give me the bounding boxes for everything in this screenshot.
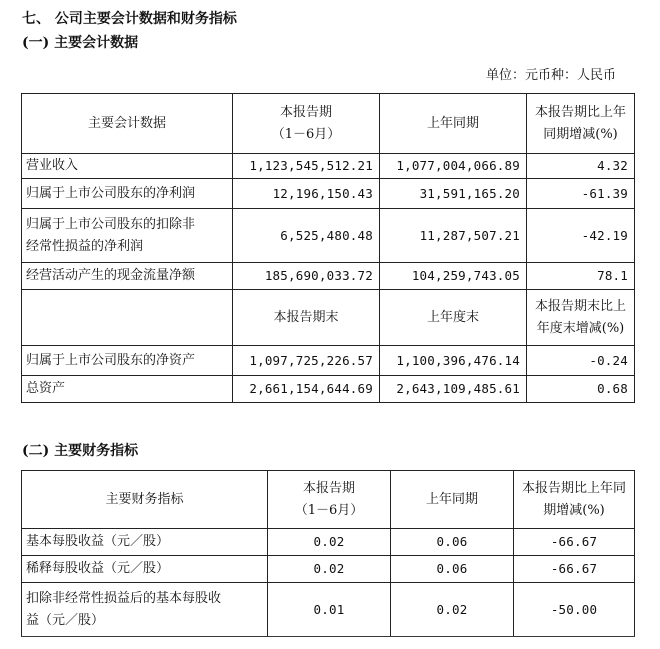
prior-value: 1,077,004,066.89 <box>380 154 527 179</box>
header-cell <box>514 471 635 529</box>
header-cell <box>268 471 391 529</box>
header-cell: 本报告期末 <box>233 290 380 346</box>
bottom-fade <box>0 635 660 649</box>
row-label <box>22 583 268 637</box>
row-label-line: 扣除非经常性损益后的基本每股收 <box>26 590 222 606</box>
accounting-data-table <box>21 93 635 403</box>
header-line: 期增减(%) <box>543 502 605 518</box>
table-row <box>22 154 635 179</box>
header-line: 本报告期 <box>302 480 355 496</box>
current-value: 0.02 <box>268 529 391 556</box>
change-value: -42.19 <box>527 209 635 263</box>
header-cell: 上年度末 <box>380 290 527 346</box>
change-value: -66.67 <box>514 556 635 583</box>
change-value: 4.32 <box>527 154 635 179</box>
header-cell <box>233 94 380 154</box>
empty-cell <box>22 290 233 346</box>
current-value: 1,123,545,512.21 <box>233 154 380 179</box>
table-header-row <box>22 94 635 154</box>
table-row <box>22 209 635 263</box>
table-row <box>22 179 635 209</box>
row-label: 归属于上市公司股东的净利润 <box>22 179 233 209</box>
section-title: 七、 公司主要会计数据和财务指标 <box>22 11 237 27</box>
current-value: 0.01 <box>268 583 391 637</box>
row-label-line: 经常性损益的净利润 <box>26 238 144 254</box>
row-label: 归属于上市公司股东的净资产 <box>22 346 233 376</box>
table-row <box>22 556 635 583</box>
table-row <box>22 529 635 556</box>
change-value: -61.39 <box>527 179 635 209</box>
table-header-row <box>22 471 635 529</box>
header-cell <box>527 94 635 154</box>
row-label: 营业收入 <box>22 154 233 179</box>
prior-value: 31,591,165.20 <box>380 179 527 209</box>
prior-value: 104,259,743.05 <box>380 263 527 290</box>
header-line: 同期增减(%) <box>543 126 618 142</box>
subsection-title-financial-indicators: (二) 主要财务指标 <box>22 443 139 459</box>
header-line: （1－6月） <box>271 126 341 142</box>
row-label: 稀释每股收益（元／股） <box>22 556 268 583</box>
header-cell: 上年同期 <box>391 471 514 529</box>
current-value: 1,097,725,226.57 <box>233 346 380 376</box>
change-value: 78.1 <box>527 263 635 290</box>
current-value: 12,196,150.43 <box>233 179 380 209</box>
row-label: 经营活动产生的现金流量净额 <box>22 263 233 290</box>
prior-value: 11,287,507.21 <box>380 209 527 263</box>
change-value: 0.68 <box>527 376 635 403</box>
row-label <box>22 209 233 263</box>
row-label: 基本每股收益（元／股） <box>22 529 268 556</box>
header-cell <box>527 290 635 346</box>
change-value: -50.00 <box>514 583 635 637</box>
unit-label: 单位：元币种：人民币 <box>486 68 617 83</box>
row-label: 总资产 <box>22 376 233 403</box>
current-value: 6,525,480.48 <box>233 209 380 263</box>
header-cell: 上年同期 <box>380 94 527 154</box>
current-value: 2,661,154,644.69 <box>233 376 380 403</box>
row-label-line: 归属于上市公司股东的扣除非 <box>26 216 196 232</box>
header-cell: 主要会计数据 <box>22 94 233 154</box>
header-line: 本报告期比上年同 <box>521 480 626 496</box>
header-line: （1－6月） <box>294 502 364 518</box>
current-value: 185,690,033.72 <box>233 263 380 290</box>
current-value: 0.02 <box>268 556 391 583</box>
table-row <box>22 583 635 637</box>
subsection-title-accounting-data: (一) 主要会计数据 <box>22 35 139 51</box>
change-value: -0.24 <box>527 346 635 376</box>
prior-value: 0.06 <box>391 556 514 583</box>
financial-indicators-table <box>21 470 635 637</box>
prior-value: 2,643,109,485.61 <box>380 376 527 403</box>
header-line: 年度末增减(%) <box>536 320 625 336</box>
prior-value: 0.02 <box>391 583 514 637</box>
header-cell: 主要财务指标 <box>22 471 268 529</box>
table-row <box>22 263 635 290</box>
prior-value: 1,100,396,476.14 <box>380 346 527 376</box>
prior-value: 0.06 <box>391 529 514 556</box>
table-header-row <box>22 290 635 346</box>
change-value: -66.67 <box>514 529 635 556</box>
table-row <box>22 376 635 403</box>
header-line: 本报告期比上年 <box>534 104 626 120</box>
table-row <box>22 346 635 376</box>
header-line: 本报告期末比上 <box>534 298 626 314</box>
header-line: 本报告期 <box>279 104 332 120</box>
row-label-line: 益（元／股） <box>26 612 105 628</box>
